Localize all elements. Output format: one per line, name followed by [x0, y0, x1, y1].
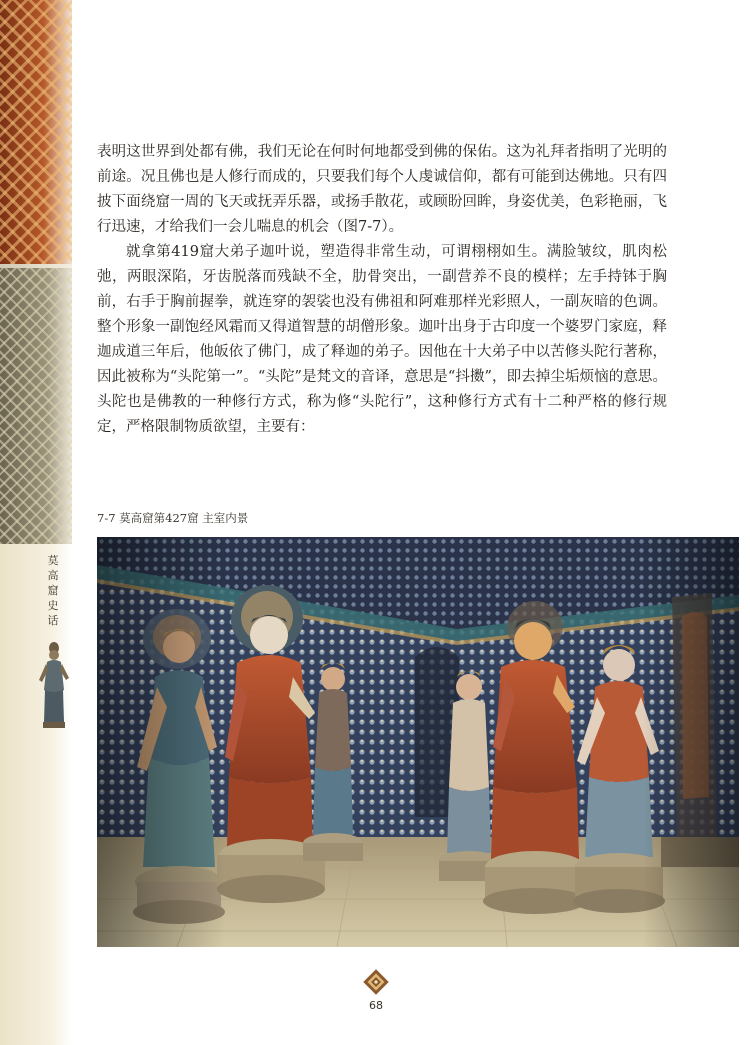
- book-title-vertical: [44, 553, 62, 628]
- paragraph: 表明这世界到处都有佛，我们无论在何时何地都受到佛的保佑。这为礼拜者指明了光明的前途。况且佛也是人修行而成的，只要我们每个人虔诚信仰，都有可能到达佛地。只有四披下面绕窟一周的飞天或抚弄乐器，或扬手散花，或顾盼回眸，身姿优美，色彩艳丽，飞行迅速，才给我们一会儿喘息的机会（图7-7）。: [97, 144, 667, 235]
- page-ornament-icon: [363, 969, 389, 995]
- figure-caption: 7-7 莫高窟第427窟 主室内景: [97, 511, 249, 525]
- paragraph: 就拿第419窟大弟子迦叶说，塑造得非常生动，可谓栩栩如生。满脸皱纹，肌肉松弛，两眼深陷，牙齿脱落而残缺不全，肋骨突出，一副营养不良的模样；左手持钵于胸前，右手于胸前握拳，就连穿的袈裟也没有佛祖和阿难那样光彩照人，一副灰暗的色调。整个形象一副饱经风霜而又得道智慧的胡僧形象。迦叶出身于古印度一个婆罗门家庭，释迦成道三年后，他皈依了佛门，成了释迦的弟子。因他在十大弟子中以苦修头陀行著称，因此被称为“头陀第一”。“头陀”是梵文的音译，意思是“抖擞”，即去掉尘垢烦恼的意思。头陀也是佛教的一种修行方式，称为修“头陀行”，这种修行方式有十二种严格的修行规定，严格限制物质欲望，主要有：: [97, 244, 667, 435]
- side-pattern-middle: [0, 268, 72, 544]
- book-title-char: 史: [47, 599, 59, 612]
- book-title-char: 话: [47, 614, 59, 627]
- cave-427-interior-photo: [97, 537, 739, 947]
- side-pattern-top: [0, 0, 72, 268]
- book-title-char: 高: [47, 569, 59, 582]
- page-number: 68: [369, 999, 383, 1012]
- decorative-side-strip: [0, 0, 72, 1045]
- bodhisattva-statue-thumbnail: [34, 638, 74, 732]
- body-text: [97, 140, 667, 440]
- book-title-char: 莫: [47, 554, 59, 567]
- book-title-char: 窟: [47, 584, 59, 597]
